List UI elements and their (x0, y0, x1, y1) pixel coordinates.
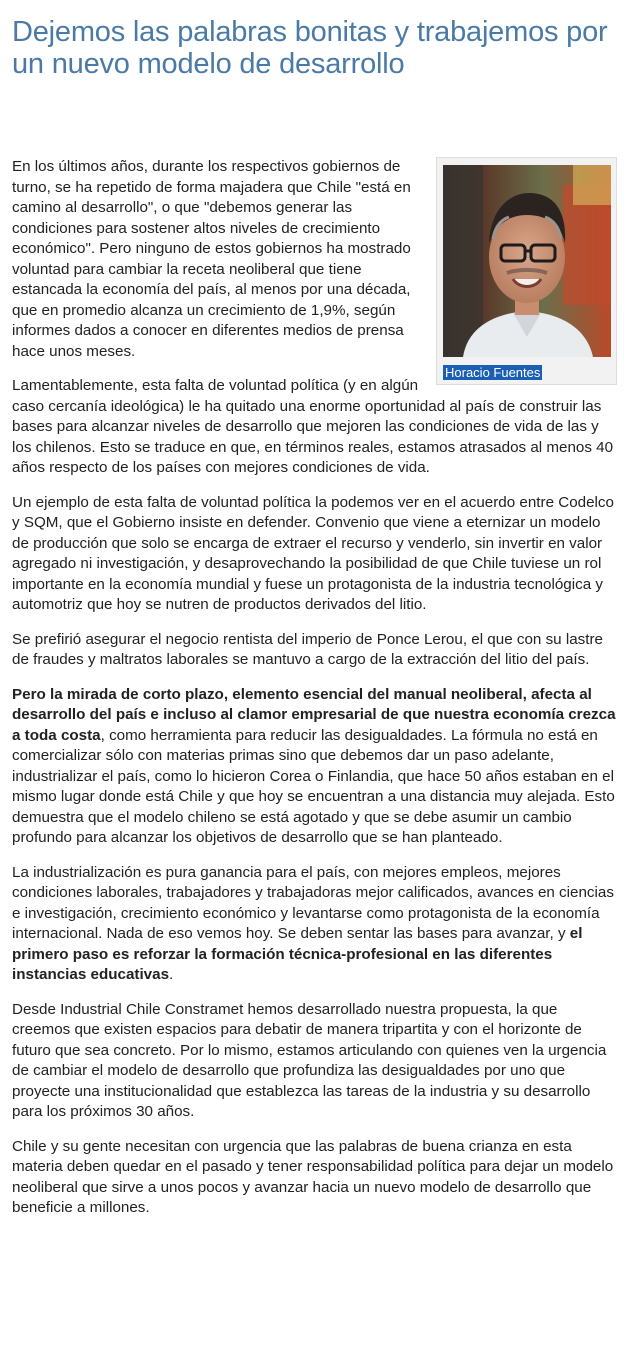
author-figure (436, 157, 617, 385)
paragraph (12, 863, 617, 986)
paragraph: Se prefirió asegurar el negocio rentista del imperio de Ponce Lerou, el que con su lastre de fraudes y maltratos laborales se mantuvo a cargo de la extracción del litio del país. (12, 630, 603, 668)
paragraph-text: , como herramienta para reducir las desigualdades. La fórmula no está en comercializar sólo con materias primas sino que debemos dar un paso adelante, industrializar el país, como lo hicieron Corea o Finlandia, que hace 50 años estaban en el mismo lugar donde está Chile y que hoy se encuentran a una distancia muy alejada. Esto demuestra que el modelo chileno se está agotado y que se debe asumir un cambio profundo para alcanzar los objetivos de desarrollo que se han planteado. (12, 726, 615, 846)
paragraph-text: . (169, 966, 174, 983)
author-caption: Horacio Fuentes (445, 365, 541, 380)
bold-text: Pero la mirada de corto plazo, elemento esencial del manual neoliberal, afecta al desarrollo del país e incluso al clamor empresarial de que nuestra economía crezca a toda costa (12, 685, 616, 744)
paragraph (12, 685, 617, 849)
bold-text: el primero paso es reforzar la formación técnica-profesional en las diferentes instancias educativas (12, 925, 583, 983)
paragraph: Chile y su gente necesitan con urgencia que las palabras de buena crianza en esta materia deben quedar en el pasado y tener responsabilidad política para dejar un modelo neoliberal que sirve a unos pocos y avanzar hacia un nuevo modelo de desarrollo que beneficie a millones. (12, 1137, 614, 1216)
article-title: Dejemos las palabras bonitas y trabajemos por un nuevo modelo de desarrollo (12, 16, 608, 80)
paragraph: Desde Industrial Chile Constramet hemos desarrollado nuestra propuesta, la que creemos que existen espacios para debatir de manera tripartita y con el horizonte de futuro que sea concreto. Por lo mismo, estamos articulando con quienes ven la urgencia de cambiar el modelo de desarrollo que profundiza las desigualdades por uno que proyecte una institucionalidad que establezca las tareas de la industria y su desarrollo para los próximos 30 años. (12, 1000, 607, 1120)
paragraph-text: La industrialización es pura ganancia para el país, con mejores empleos, mejores condiciones laborales, trabajadores y trabajadoras mejor calificados, avances en ciencias e investigación, crecimiento económico y levantarse como protagonista de la economía internacional. Nada de eso vemos hoy. Se deben sentar las bases para avanzar, y (12, 863, 614, 942)
author-photo (443, 165, 611, 357)
paragraph: Lamentablemente, esta falta de voluntad política (y en algún caso cercanía ideológica) le ha quitado una enorme oportunidad al país de construir las bases para alcanzar niveles de desarrollo que mejoren las condiciones de vida de las y los chilenos. Esto se traduce en que, en términos reales, estamos atrasados al menos 40 años respecto de los países con mejores condiciones de vida. (12, 377, 614, 476)
paragraph: Un ejemplo de esta falta de voluntad política la podemos ver en el acuerdo entre Codelco y SQM, que el Gobierno insiste en defender. Convenio que viene a eternizar un modelo de producción que solo se encarga de extraer el recurso y venderlo, sin invertir en valor agregado ni investigación, y desaprovechando la posibilidad de que Chile tuviese un rol importante en la economía mundial y fuese un protagonista de la industria tecnológica y automotriz que hoy se nutren de productos derivados del litio. (12, 493, 614, 613)
paragraph: En los últimos años, durante los respectivos gobiernos de turno, se ha repetido de forma majadera que Chile "está en camino al desarrollo", o que "debemos generar las condiciones para sostener altos niveles de crecimiento económico". Pero ninguno de estos gobiernos ha mostrado voluntad para cambiar la receta neoliberal que tiene estancada la economía del país, al menos por una década, que en promedio alcanza un crecimiento de 1,9%, según informes dados a conocer en diferentes medios de prensa hace unos meses. (12, 158, 411, 360)
article-body (12, 157, 617, 1233)
